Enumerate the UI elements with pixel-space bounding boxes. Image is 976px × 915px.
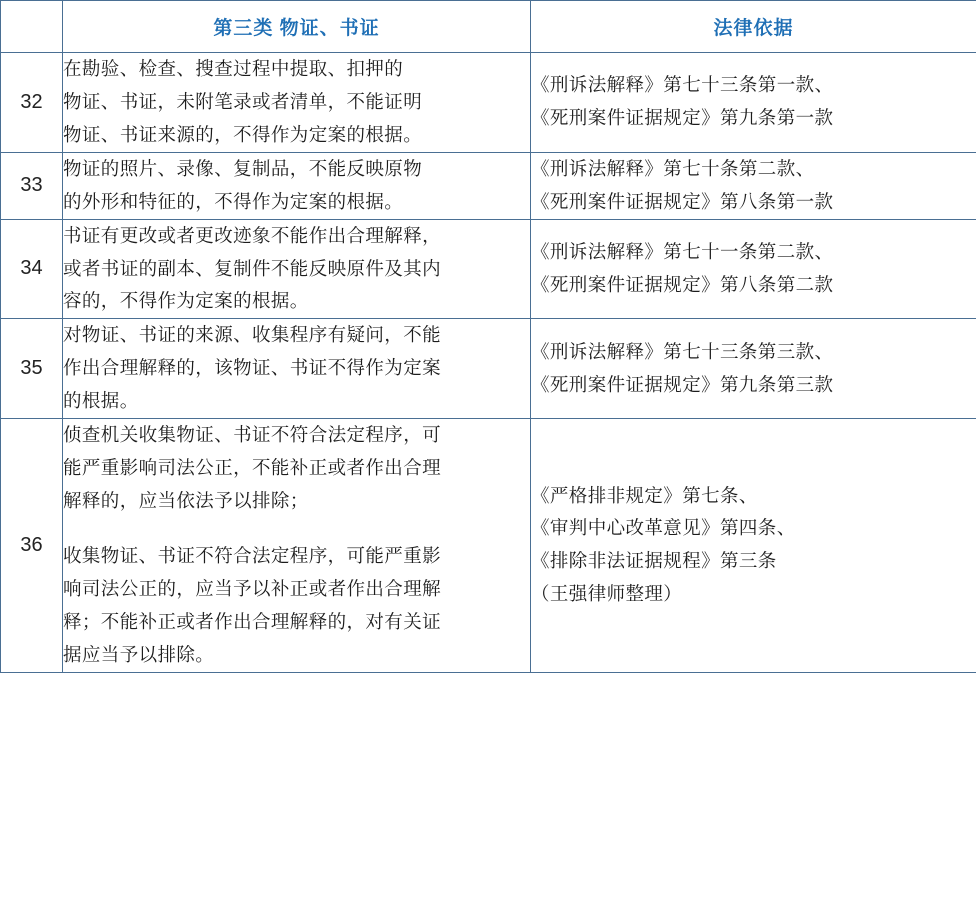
text-line: 《死刑案件证据规定》第八条第一款 <box>531 190 834 212</box>
text-line: 《死刑案件证据规定》第九条第一款 <box>531 107 834 129</box>
text-line: 《死刑案件证据规定》第八条第二款 <box>531 273 834 295</box>
row-index: 32 <box>1 53 63 153</box>
text-line: 的根据。 <box>63 390 139 412</box>
table-body <box>1 53 976 673</box>
table-row <box>1 219 976 319</box>
paragraph <box>63 153 530 219</box>
text-line: 物证的照片、录像、复制品，不能反映原物 <box>63 157 423 179</box>
rule-cell <box>63 419 531 672</box>
paragraph <box>531 153 976 219</box>
paragraph <box>63 540 530 672</box>
text-line: 《排除非法证据规程》第三条 <box>531 550 777 572</box>
text-line: 《刑诉法解释》第七十条第二款、 <box>531 157 815 179</box>
text-line: 《严格排非规定》第七条、 <box>531 484 758 506</box>
rule-cell <box>63 152 531 219</box>
text-line: （王强律师整理） <box>531 583 683 605</box>
rule-cell <box>63 219 531 319</box>
paragraph <box>531 69 976 135</box>
text-line: 物证、书证，未附笔录或者清单，不能证明 <box>63 90 423 112</box>
table-row <box>1 419 976 672</box>
legal-basis-cell <box>531 53 976 153</box>
text-line: 《审判中心改革意见》第四条、 <box>531 517 796 539</box>
table-head <box>1 1 976 53</box>
text-line: 容的，不得作为定案的根据。 <box>63 290 309 312</box>
row-index: 34 <box>1 219 63 319</box>
header-index <box>1 1 63 53</box>
paragraph <box>63 53 530 152</box>
text-line: 解释的，应当依法予以排除； <box>63 489 309 511</box>
text-line: 能严重影响司法公正，不能补正或者作出合理 <box>63 457 442 479</box>
table-row <box>1 152 976 219</box>
text-line: 物证、书证来源的，不得作为定案的根据。 <box>63 123 423 145</box>
row-index: 35 <box>1 319 63 419</box>
text-line: 《刑诉法解释》第七十一条第二款、 <box>531 241 834 263</box>
paragraph <box>531 480 976 612</box>
text-line: 《刑诉法解释》第七十三条第一款、 <box>531 74 834 96</box>
paragraph <box>63 319 530 418</box>
legal-basis-cell <box>531 152 976 219</box>
paragraph <box>531 236 976 302</box>
rule-cell <box>63 319 531 419</box>
text-line: 《刑诉法解释》第七十三条第三款、 <box>531 340 834 362</box>
rule-cell <box>63 53 531 153</box>
header-legal-basis: 法律依据 <box>531 1 976 53</box>
paragraph <box>63 419 530 518</box>
table-header-row <box>1 1 976 53</box>
text-line: 收集物证、书证不符合法定程序，可能严重影 <box>63 544 442 566</box>
text-line: 释；不能补正或者作出合理解释的，对有关证 <box>63 610 442 632</box>
header-rule-category: 第三类 物证、书证 <box>63 1 531 53</box>
paragraph <box>63 220 530 319</box>
text-line: 在勘验、检查、搜查过程中提取、扣押的 <box>63 58 404 79</box>
text-line: 响司法公正的，应当予以补正或者作出合理解 <box>63 577 442 599</box>
text-line: 作出合理解释的，该物证、书证不得作为定案 <box>63 357 442 379</box>
row-index: 33 <box>1 152 63 219</box>
text-line: 对物证、书证的来源、收集程序有疑问，不能 <box>63 324 442 346</box>
table-row <box>1 319 976 419</box>
text-line: 书证有更改或者更改迹象不能作出合理解释， <box>63 224 442 246</box>
legal-basis-cell <box>531 419 976 672</box>
text-line: 据应当予以排除。 <box>63 643 215 665</box>
legal-basis-cell <box>531 219 976 319</box>
text-line: 侦查机关收集物证、书证不符合法定程序，可 <box>63 424 442 446</box>
row-index: 36 <box>1 419 63 672</box>
paragraph <box>531 336 976 402</box>
text-line: 或者书证的副本、复制件不能反映原件及其内 <box>63 257 442 279</box>
table-row <box>1 53 976 153</box>
text-line: 的外形和特征的，不得作为定案的根据。 <box>63 190 404 212</box>
text-line: 《死刑案件证据规定》第九条第三款 <box>531 373 834 395</box>
legal-basis-cell <box>531 319 976 419</box>
